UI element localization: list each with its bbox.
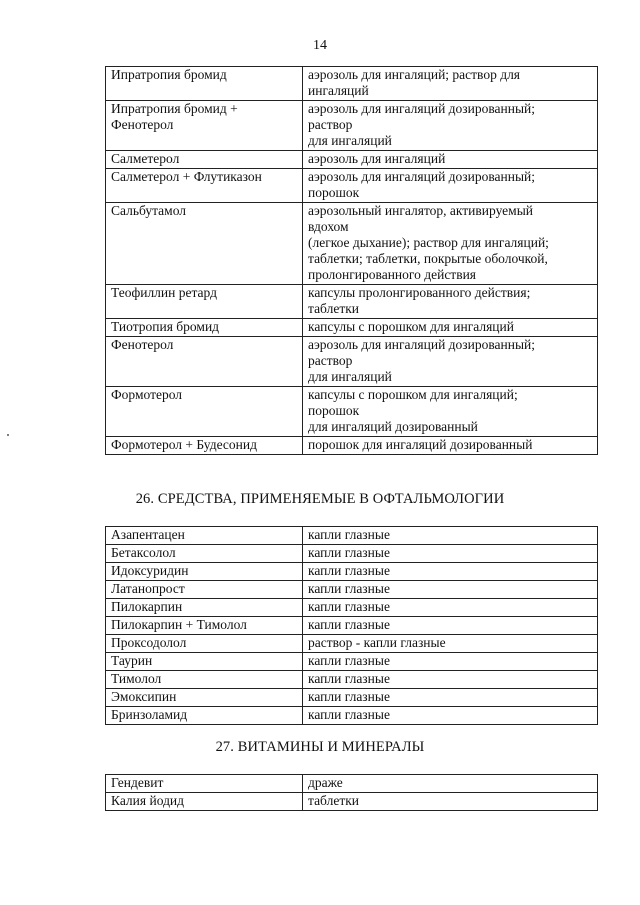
dosage-form-cell: [303, 169, 598, 203]
dosage-form-cell: капли глазные: [303, 527, 598, 545]
form-line: раствор: [308, 353, 353, 368]
dosage-form-cell: капли глазные: [303, 671, 598, 689]
form-line: для ингаляций: [308, 133, 392, 148]
dosage-form-cell: капли глазные: [303, 653, 598, 671]
drug-name-cell: [106, 101, 303, 151]
drug-name-cell: [106, 285, 303, 319]
form-line: порошок для ингаляций дозированный: [308, 437, 533, 452]
form-line: вдохом: [308, 219, 349, 234]
dosage-form-cell: [303, 337, 598, 387]
dosage-form-cell: раствор - капли глазные: [303, 635, 598, 653]
form-line: таблетки: [308, 301, 360, 316]
drug-name-cell: Латанопрост: [106, 581, 303, 599]
form-line: аэрозоль для ингаляций дозированный;: [308, 101, 536, 116]
drug-name-cell: Таурин: [106, 653, 303, 671]
drug-name-cell: Идоксуридин: [106, 563, 303, 581]
dosage-form-cell: капли глазные: [303, 581, 598, 599]
dosage-form-cell: [303, 101, 598, 151]
drug-name-cell: Азапентацен: [106, 527, 303, 545]
table-row: [106, 67, 598, 101]
form-line: аэрозоль для ингаляций: [308, 151, 446, 166]
name-line: Формотерол: [111, 387, 183, 402]
table-row: [106, 285, 598, 319]
name-line: Салметерол + Флутиказон: [111, 169, 262, 184]
table-row: [106, 527, 598, 545]
dosage-form-cell: [303, 387, 598, 437]
form-line: пролонгированного действия: [308, 267, 477, 282]
drug-name-cell: [106, 387, 303, 437]
dosage-form-cell: [303, 67, 598, 101]
form-line: раствор: [308, 117, 353, 132]
dosage-form-cell: капли глазные: [303, 599, 598, 617]
drug-name-cell: Эмоксипин: [106, 689, 303, 707]
name-line: Формотерол + Будесонид: [111, 437, 257, 452]
table-row: [106, 653, 598, 671]
drug-name-cell: Пилокарпин: [106, 599, 303, 617]
form-line: порошок: [308, 185, 360, 200]
drug-name-cell: Пилокарпин + Тимолол: [106, 617, 303, 635]
table-row: [106, 635, 598, 653]
drug-name-cell: Бетаксолол: [106, 545, 303, 563]
table-row: [106, 707, 598, 725]
form-line: таблетки; таблетки, покрытые оболочкой,: [308, 251, 548, 266]
form-line: для ингаляций дозированный: [308, 419, 478, 434]
dosage-form-cell: капли глазные: [303, 707, 598, 725]
form-line: капсулы с порошком для ингаляций: [308, 319, 514, 334]
ophthalmology-drugs-table: [105, 526, 598, 725]
form-line: аэрозольный ингалятор, активируемый: [308, 203, 533, 218]
dosage-form-cell: [303, 203, 598, 285]
scan-speck: [7, 434, 9, 436]
vitamins-table: [105, 774, 598, 811]
section-26-heading: 26. СРЕДСТВА, ПРИМЕНЯЕМЫЕ В ОФТАЛЬМОЛОГИИ: [135, 491, 505, 507]
page-number: 14: [313, 38, 327, 53]
drug-name-cell: Калия йодид: [106, 793, 303, 811]
form-line: капсулы пролонгированного действия;: [308, 285, 531, 300]
dosage-form-cell: [303, 285, 598, 319]
dosage-form-cell: [303, 151, 598, 169]
form-line: для ингаляций: [308, 369, 392, 384]
table-row: [106, 151, 598, 169]
table-row: [106, 169, 598, 203]
form-line: порошок: [308, 403, 360, 418]
name-line: Теофиллин ретард: [111, 285, 217, 300]
form-line: аэрозоль для ингаляций; раствор для: [308, 67, 521, 82]
drug-name-cell: [106, 437, 303, 455]
table-row: [106, 337, 598, 387]
table-row: [106, 581, 598, 599]
table-row: [106, 203, 598, 285]
table-row: [106, 775, 598, 793]
form-line: аэрозоль для ингаляций дозированный;: [308, 337, 536, 352]
table-row: [106, 689, 598, 707]
table-row: [106, 545, 598, 563]
name-line: Ипратропия бромид +: [111, 101, 238, 116]
table-row: [106, 101, 598, 151]
name-line: Фенотерол: [111, 117, 174, 132]
form-line: аэрозоль для ингаляций дозированный;: [308, 169, 536, 184]
form-line: ингаляций: [308, 83, 369, 98]
drug-name-cell: [106, 67, 303, 101]
table-row: [106, 387, 598, 437]
drug-name-cell: [106, 151, 303, 169]
section-27-heading: 27. ВИТАМИНЫ И МИНЕРАЛЫ: [215, 739, 425, 755]
respiratory-drugs-table: [105, 66, 598, 455]
drug-name-cell: Гендевит: [106, 775, 303, 793]
dosage-form-cell: [303, 437, 598, 455]
dosage-form-cell: таблетки: [303, 793, 598, 811]
name-line: Салметерол: [111, 151, 180, 166]
table-row: [106, 793, 598, 811]
table-row: [106, 617, 598, 635]
drug-name-cell: [106, 203, 303, 285]
drug-name-cell: Тимолол: [106, 671, 303, 689]
table-row: [106, 671, 598, 689]
drug-name-cell: [106, 169, 303, 203]
name-line: Тиотропия бромид: [111, 319, 220, 334]
table-row: [106, 319, 598, 337]
dosage-form-cell: [303, 319, 598, 337]
drug-name-cell: Проксодолол: [106, 635, 303, 653]
dosage-form-cell: капли глазные: [303, 617, 598, 635]
drug-name-cell: [106, 319, 303, 337]
name-line: Сальбутамол: [111, 203, 187, 218]
form-line: капсулы с порошком для ингаляций;: [308, 387, 518, 402]
table-row: [106, 599, 598, 617]
name-line: Фенотерол: [111, 337, 174, 352]
drug-name-cell: Бринзоламид: [106, 707, 303, 725]
dosage-form-cell: капли глазные: [303, 563, 598, 581]
form-line: (легкое дыхание); раствор для ингаляций;: [308, 235, 549, 250]
dosage-form-cell: капли глазные: [303, 689, 598, 707]
table-row: [106, 563, 598, 581]
dosage-form-cell: капли глазные: [303, 545, 598, 563]
table-row: [106, 437, 598, 455]
name-line: Ипратропия бромид: [111, 67, 227, 82]
drug-name-cell: [106, 337, 303, 387]
dosage-form-cell: драже: [303, 775, 598, 793]
